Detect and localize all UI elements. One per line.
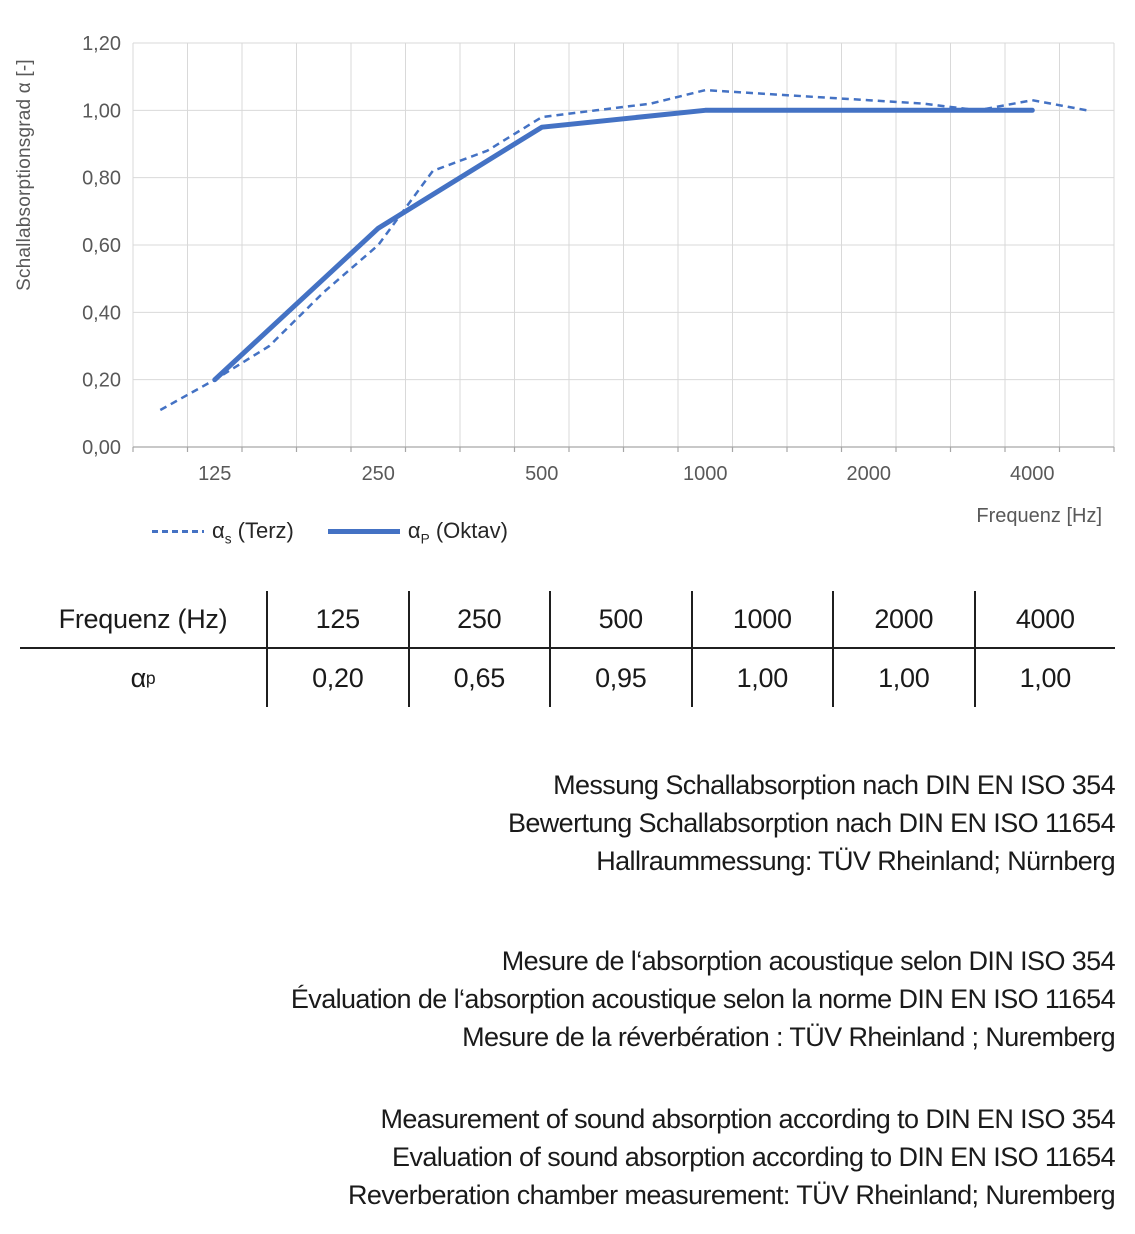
note-line: Messung Schallabsorption nach DIN EN ISO 354 (553, 770, 1115, 800)
svg-text:1000: 1000 (683, 463, 728, 485)
table-header-freq: 1000 (691, 591, 833, 649)
table-value-cell: 1,00 (974, 649, 1116, 707)
table-header-freq: 250 (408, 591, 550, 649)
note-line: Mesure de la réverbération : TÜV Rheinland ; Nuremberg (462, 1022, 1115, 1052)
absorption-chart (0, 0, 1135, 560)
svg-text:125: 125 (198, 463, 232, 485)
notes-german (20, 766, 1115, 880)
chart-legend (152, 516, 508, 548)
table-header-label: Frequenz (Hz) (20, 591, 266, 649)
svg-text:0,40: 0,40 (82, 302, 121, 325)
table-header-freq: 4000 (974, 591, 1116, 649)
absorption-table (20, 591, 1115, 707)
note-line: Mesure de l‘absorption acoustique selon DIN ISO 354 (501, 946, 1115, 976)
legend-item-oktav (328, 518, 508, 546)
svg-text:250: 250 (361, 463, 395, 485)
x-axis-title: Frequenz [Hz] (976, 505, 1102, 527)
table-header-freq: 2000 (832, 591, 974, 649)
svg-text:0,20: 0,20 (82, 369, 121, 392)
svg-text:1,00: 1,00 (82, 100, 121, 123)
legend-label-terz: $\alpha_s$ (Terz) (212, 517, 294, 547)
table-header-freq: 125 (266, 591, 408, 649)
notes-french (20, 942, 1115, 1056)
table-value-cell: 0,20 (266, 649, 408, 707)
solid-line-sample (328, 529, 400, 534)
table-value-cell: 1,00 (832, 649, 974, 707)
svg-text:0,00: 0,00 (82, 437, 121, 459)
svg-text:4000: 4000 (1010, 463, 1055, 485)
svg-text:0,60: 0,60 (82, 235, 121, 257)
svg-text:0,80: 0,80 (82, 167, 121, 190)
legend-item-terz (152, 518, 294, 546)
note-line: Measurement of sound absorption according to DIN EN ISO 354 (380, 1104, 1115, 1134)
note-line: Bewertung Schallabsorption nach DIN EN ISO 11654 (507, 808, 1115, 838)
note-line: Reverberation chamber measurement: TÜV Rheinland; Nuremberg (348, 1180, 1115, 1210)
note-line: Evaluation of sound absorption according to DIN EN ISO 11654 (392, 1142, 1115, 1172)
table-value-cell: 0,65 (408, 649, 550, 707)
svg-text:2000: 2000 (846, 463, 891, 485)
note-line: Évaluation de l‘absorption acoustique selon la norme DIN EN ISO 11654 (290, 984, 1115, 1014)
table-row-label: α p (130, 662, 156, 693)
notes-english (20, 1100, 1115, 1214)
table-value-cell: 0,95 (549, 649, 691, 707)
legend-label-oktav: $\alpha_P$ (Oktav) (407, 517, 508, 547)
table-header-freq: 500 (549, 591, 691, 649)
svg-text:1,20: 1,20 (82, 33, 121, 55)
table-value-cell: 1,00 (691, 649, 833, 707)
chart-plot-area (0, 0, 1135, 495)
y-axis-title: Schallabsorptionsgrad α [-] (14, 59, 35, 291)
note-line: Hallraummessung: TÜV Rheinland; Nürnberg (596, 846, 1115, 876)
svg-text:500: 500 (525, 463, 559, 485)
dashed-line-sample (152, 530, 204, 533)
